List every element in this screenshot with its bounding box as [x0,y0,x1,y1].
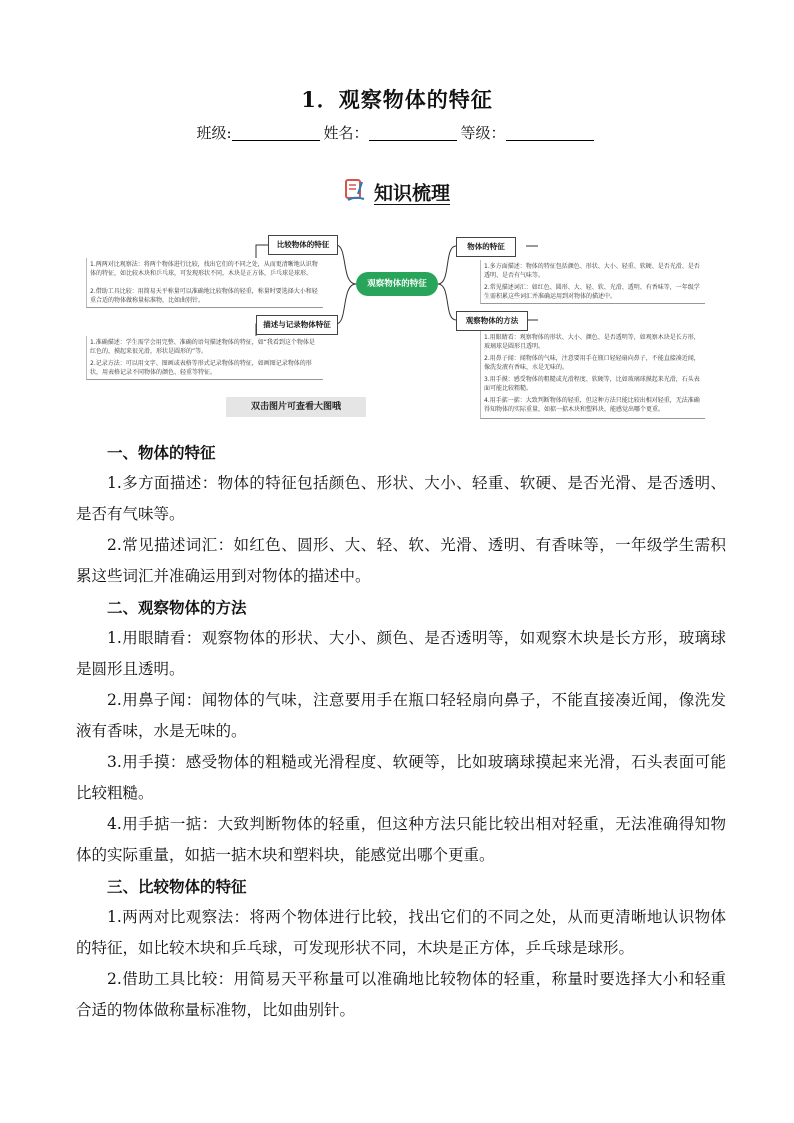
section-2-paragraph-4: 4.用手掂一掂：大致判断物体的轻重，但这种方法只能比较出相对轻重，无法准确得知物体的实际重量，如掂一掂木块和塑料块，能感觉出哪个更重。 [76,815,726,864]
student-info-line [0,122,794,143]
leaf-method-3: 3.用手摸：感受物体的粗糙或光滑程度、软硬等，比如玻璃球摸起来光滑，石头表面可能比较粗糙。 [480,373,705,396]
name-label: 姓名： [323,124,369,142]
mind-map-caption: 双击图片可查看大图哦 [226,397,366,417]
section-1-paragraph-2: 2.常见描述词汇：如红色、圆形、大、轻、软、光滑、透明、有香味等，一年级学生需积累这些词汇并准确运用到对物体的描述中。 [76,536,726,585]
branch-observation-methods: 观察物体的方法 [456,311,528,331]
class-blank [232,124,320,141]
section-2-paragraph-1: 1.用眼睛看：观察物体的形状、大小、颜色、是否透明等，如观察木块是长方形，玻璃球是圆形且透明。 [76,629,726,678]
section-1-heading: 一、物体的特征 [107,443,216,462]
grade-blank [506,124,594,141]
leaf-method-1: 1.用眼睛看：观察物体的形状、大小、颜色、是否透明等，如观察木块是长方形，玻璃球是圆形且透明。 [480,331,705,354]
class-label: 班级: [196,124,232,142]
section-3-paragraph-1: 1.两两对比观察法：将两个物体进行比较，找出它们的不同之处，从而更清晰地认识物体的特征，如比较木块和乒乓球，可发现形状不同，木块是正方体，乒乓球是球形。 [76,908,726,957]
section-2-paragraph-2: 2.用鼻子闻：闻物体的气味，注意要用手在瓶口轻轻扇向鼻子，不能直接凑近闻，像洗发液有香味，水是无味的。 [76,691,726,740]
leaf-compare-2: 2.借助工具比较：用简易天平称量可以准确地比较物体的轻重，称量时要选择大小和轻重合适的物体做称量标准物，比如曲别针。 [86,285,323,308]
section-2-heading: 二、观察物体的方法 [107,598,247,617]
mind-map-center-node: 观察物体的特征 [356,272,438,296]
branch-describe-record: 描述与记录物体特征 [256,315,338,335]
leaf-describe-1: 1.准确描述：学生需学会用完整、准确的语句描述物体的特征，如“我看到这个物体是红色的，摸起来很光滑，形状是圆形的”等。 [86,336,323,359]
section-heading-label: 知识梳理 [373,182,450,205]
page-title: 1．观察物体的特征 [301,87,493,112]
book-pen-icon [344,178,366,206]
section-2-paragraph-3: 3.用手摸：感受物体的粗糙或光滑程度、软硬等，比如玻璃球摸起来光滑，石头表面可能比较粗糙。 [76,753,726,802]
branch-compare-features: 比较物体的特征 [268,235,338,255]
mind-map-image[interactable] [86,232,710,422]
knowledge-summary-heading [0,178,794,206]
section-3-paragraph-2: 2.借助工具比较：用简易天平称量可以准确地比较物体的轻重，称量时要选择大小和轻重合适的物体做称量标准物，比如曲别针。 [76,970,726,1019]
body-content [76,437,726,1026]
leaf-features-2: 2.常见描述词汇：如红色、圆形、大、轻、软、光滑、透明、有香味等，一年级学生需积累这些词汇并准确运用到对物体的描述中。 [480,281,705,304]
leaf-method-4: 4.用手掂一掂：大致判断物体的轻重，但这种方法只能比较出相对轻重，无法准确得知物体的实际重量，如掂一掂木块和塑料块，能感觉出哪个更重。 [480,394,705,419]
branch-object-features: 物体的特征 [456,237,516,257]
section-1-paragraph-1: 1.多方面描述：物体的特征包括颜色、形状、大小、轻重、软硬、是否光滑、是否透明、是否有气味等。 [76,474,726,523]
leaf-features-1: 1.多方面描述：物体的特征包括颜色、形状、大小、轻重、软硬、是否光滑、是否透明、是否有气味等。 [480,260,705,283]
leaf-describe-2: 2.记录方法：可以用文字、图画或表格等形式记录物体的特征，如画图记录物体的形状，用表格记录不同物体的颜色、轻重等特征。 [86,357,323,380]
leaf-compare-1: 1.两两对比观察法：将两个物体进行比较，找出它们的不同之处，从而更清晰地认识物体的特征，如比较木块和乒乓球，可发现形状不同，木块是正方体，乒乓球是球形。 [86,258,323,287]
grade-label: 等级： [460,124,506,142]
section-3-heading: 三、比较物体的特征 [107,877,247,896]
leaf-method-2: 2.用鼻子闻：闻物体的气味，注意要用手在瓶口轻轻扇向鼻子，不能直接凑近闻，像洗发液有香味，水是无味的。 [480,352,705,375]
name-blank [369,124,457,141]
